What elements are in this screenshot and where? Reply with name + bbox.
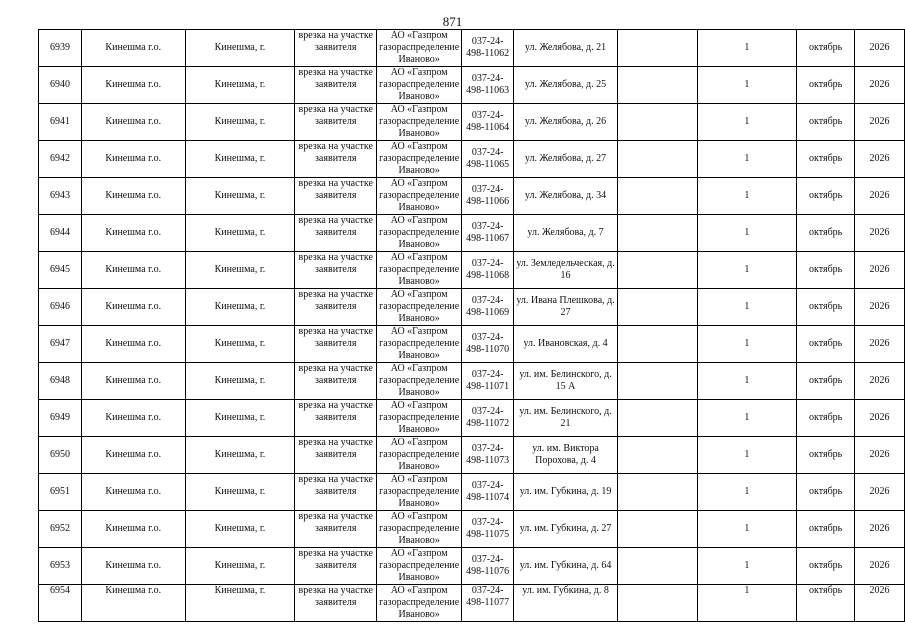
row-number-cell: 6939 (39, 30, 82, 67)
empty-cell (617, 289, 697, 326)
locality-cell: Кинешма, г. (185, 548, 295, 585)
quantity-cell: 1 (697, 363, 797, 400)
month-cell: октябрь (797, 585, 855, 622)
table-body (39, 30, 905, 622)
month-cell: октябрь (797, 437, 855, 474)
code-cell: 037-24-498-11071 (462, 363, 514, 400)
locality-cell: Кинешма, г. (185, 400, 295, 437)
district-cell: Кинешма г.о. (81, 215, 185, 252)
locality-cell: Кинешма, г. (185, 104, 295, 141)
address-cell: ул. Желябова, д. 26 (514, 104, 618, 141)
year-cell: 2026 (855, 511, 905, 548)
empty-cell (617, 400, 697, 437)
year-cell: 2026 (855, 178, 905, 215)
empty-cell (617, 30, 697, 67)
quantity-cell: 1 (697, 437, 797, 474)
row-number-cell: 6948 (39, 363, 82, 400)
table-row (39, 67, 905, 104)
row-number-cell: 6940 (39, 67, 82, 104)
empty-cell (617, 511, 697, 548)
empty-cell (617, 326, 697, 363)
district-cell: Кинешма г.о. (81, 326, 185, 363)
quantity-cell: 1 (697, 30, 797, 67)
month-cell: октябрь (797, 67, 855, 104)
month-cell: октябрь (797, 326, 855, 363)
address-cell: ул. им. Виктора Порохова, д. 4 (514, 437, 618, 474)
organization-cell: АО «Газпром газораспределение Иваново» (377, 141, 462, 178)
district-cell: Кинешма г.о. (81, 178, 185, 215)
row-number-cell: 6952 (39, 511, 82, 548)
district-cell: Кинешма г.о. (81, 363, 185, 400)
district-cell: Кинешма г.о. (81, 141, 185, 178)
table-row (39, 474, 905, 511)
year-cell: 2026 (855, 326, 905, 363)
work-type-cell: врезка на участке заявителя (295, 474, 377, 511)
work-type-cell: врезка на участке заявителя (295, 400, 377, 437)
year-cell: 2026 (855, 400, 905, 437)
year-cell: 2026 (855, 474, 905, 511)
row-number-cell: 6951 (39, 474, 82, 511)
quantity-cell: 1 (697, 178, 797, 215)
code-cell: 037-24-498-11065 (462, 141, 514, 178)
district-cell: Кинешма г.о. (81, 474, 185, 511)
month-cell: октябрь (797, 511, 855, 548)
work-type-cell: врезка на участке заявителя (295, 104, 377, 141)
table-row (39, 548, 905, 585)
organization-cell: АО «Газпром газораспределение Иваново» (377, 326, 462, 363)
organization-cell: АО «Газпром газораспределение Иваново» (377, 30, 462, 67)
month-cell: октябрь (797, 474, 855, 511)
quantity-cell: 1 (697, 548, 797, 585)
row-number-cell: 6945 (39, 252, 82, 289)
month-cell: октябрь (797, 252, 855, 289)
address-cell: ул. им. Губкина, д. 19 (514, 474, 618, 511)
month-cell: октябрь (797, 289, 855, 326)
work-type-cell: врезка на участке заявителя (295, 215, 377, 252)
table-row (39, 215, 905, 252)
locality-cell: Кинешма, г. (185, 30, 295, 67)
locality-cell: Кинешма, г. (185, 141, 295, 178)
work-type-cell: врезка на участке заявителя (295, 548, 377, 585)
address-cell: ул. им. Губкина, д. 64 (514, 548, 618, 585)
work-type-cell: врезка на участке заявителя (295, 289, 377, 326)
month-cell: октябрь (797, 548, 855, 585)
organization-cell: АО «Газпром газораспределение Иваново» (377, 252, 462, 289)
month-cell: октябрь (797, 400, 855, 437)
organization-cell: АО «Газпром газораспределение Иваново» (377, 511, 462, 548)
table-row (39, 289, 905, 326)
year-cell: 2026 (855, 252, 905, 289)
table-row (39, 141, 905, 178)
organization-cell: АО «Газпром газораспределение Иваново» (377, 548, 462, 585)
work-type-cell: врезка на участке заявителя (295, 585, 377, 622)
quantity-cell: 1 (697, 289, 797, 326)
empty-cell (617, 474, 697, 511)
locality-cell: Кинешма, г. (185, 474, 295, 511)
row-number-cell: 6943 (39, 178, 82, 215)
organization-cell: АО «Газпром газораспределение Иваново» (377, 363, 462, 400)
quantity-cell: 1 (697, 67, 797, 104)
row-number-cell: 6946 (39, 289, 82, 326)
quantity-cell: 1 (697, 400, 797, 437)
table-row (39, 511, 905, 548)
row-number-cell: 6953 (39, 548, 82, 585)
work-type-cell: врезка на участке заявителя (295, 141, 377, 178)
quantity-cell: 1 (697, 511, 797, 548)
address-cell: ул. Желябова, д. 27 (514, 141, 618, 178)
empty-cell (617, 548, 697, 585)
work-type-cell: врезка на участке заявителя (295, 178, 377, 215)
month-cell: октябрь (797, 178, 855, 215)
code-cell: 037-24-498-11066 (462, 178, 514, 215)
quantity-cell: 1 (697, 104, 797, 141)
year-cell: 2026 (855, 141, 905, 178)
district-cell: Кинешма г.о. (81, 30, 185, 67)
empty-cell (617, 141, 697, 178)
address-cell: ул. Желябова, д. 7 (514, 215, 618, 252)
district-cell: Кинешма г.о. (81, 104, 185, 141)
work-type-cell: врезка на участке заявителя (295, 363, 377, 400)
work-type-cell: врезка на участке заявителя (295, 30, 377, 67)
table-row (39, 585, 905, 622)
organization-cell: АО «Газпром газораспределение Иваново» (377, 104, 462, 141)
work-type-cell: врезка на участке заявителя (295, 252, 377, 289)
page-number: 871 (442, 14, 463, 29)
month-cell: октябрь (797, 141, 855, 178)
year-cell: 2026 (855, 104, 905, 141)
code-cell: 037-24-498-11072 (462, 400, 514, 437)
district-cell: Кинешма г.о. (81, 511, 185, 548)
locality-cell: Кинешма, г. (185, 585, 295, 622)
organization-cell: АО «Газпром газораспределение Иваново» (377, 585, 462, 622)
month-cell: октябрь (797, 30, 855, 67)
code-cell: 037-24-498-11068 (462, 252, 514, 289)
row-number-cell: 6950 (39, 437, 82, 474)
code-cell: 037-24-498-11070 (462, 326, 514, 363)
code-cell: 037-24-498-11074 (462, 474, 514, 511)
locality-cell: Кинешма, г. (185, 326, 295, 363)
address-cell: ул. им. Белинского, д. 21 (514, 400, 618, 437)
address-cell: ул. Ивановская, д. 4 (514, 326, 618, 363)
row-number-cell: 6942 (39, 141, 82, 178)
work-type-cell: врезка на участке заявителя (295, 67, 377, 104)
empty-cell (617, 178, 697, 215)
district-cell: Кинешма г.о. (81, 437, 185, 474)
work-type-cell: врезка на участке заявителя (295, 437, 377, 474)
district-cell: Кинешма г.о. (81, 585, 185, 622)
address-cell: ул. им. Губкина, д. 27 (514, 511, 618, 548)
locality-cell: Кинешма, г. (185, 289, 295, 326)
table-row (39, 363, 905, 400)
code-cell: 037-24-498-11073 (462, 437, 514, 474)
locality-cell: Кинешма, г. (185, 511, 295, 548)
quantity-cell: 1 (697, 474, 797, 511)
month-cell: октябрь (797, 104, 855, 141)
address-cell: ул. Земледельческая, д. 16 (514, 252, 618, 289)
table-row (39, 252, 905, 289)
table-row (39, 178, 905, 215)
year-cell: 2026 (855, 215, 905, 252)
locality-cell: Кинешма, г. (185, 363, 295, 400)
code-cell: 037-24-498-11075 (462, 511, 514, 548)
year-cell: 2026 (855, 585, 905, 622)
table-row (39, 400, 905, 437)
code-cell: 037-24-498-11076 (462, 548, 514, 585)
code-cell: 037-24-498-11077 (462, 585, 514, 622)
year-cell: 2026 (855, 363, 905, 400)
empty-cell (617, 67, 697, 104)
district-cell: Кинешма г.о. (81, 67, 185, 104)
district-cell: Кинешма г.о. (81, 548, 185, 585)
empty-cell (617, 437, 697, 474)
address-cell: ул. Ивана Плешкова, д. 27 (514, 289, 618, 326)
district-cell: Кинешма г.о. (81, 400, 185, 437)
table-row (39, 326, 905, 363)
table-row (39, 437, 905, 474)
year-cell: 2026 (855, 437, 905, 474)
row-number-cell: 6947 (39, 326, 82, 363)
work-type-cell: врезка на участке заявителя (295, 511, 377, 548)
empty-cell (617, 252, 697, 289)
code-cell: 037-24-498-11063 (462, 67, 514, 104)
district-cell: Кинешма г.о. (81, 289, 185, 326)
address-cell: ул. Желябова, д. 25 (514, 67, 618, 104)
empty-cell (617, 585, 697, 622)
year-cell: 2026 (855, 289, 905, 326)
quantity-cell: 1 (697, 215, 797, 252)
locality-cell: Кинешма, г. (185, 437, 295, 474)
quantity-cell: 1 (697, 326, 797, 363)
quantity-cell: 1 (697, 585, 797, 622)
row-number-cell: 6954 (39, 585, 82, 622)
code-cell: 037-24-498-11067 (462, 215, 514, 252)
quantity-cell: 1 (697, 141, 797, 178)
address-cell: ул. Желябова, д. 34 (514, 178, 618, 215)
quantity-cell: 1 (697, 252, 797, 289)
address-cell: ул. Желябова, д. 21 (514, 30, 618, 67)
year-cell: 2026 (855, 67, 905, 104)
row-number-cell: 6941 (39, 104, 82, 141)
empty-cell (617, 215, 697, 252)
organization-cell: АО «Газпром газораспределение Иваново» (377, 400, 462, 437)
locality-cell: Кинешма, г. (185, 67, 295, 104)
organization-cell: АО «Газпром газораспределение Иваново» (377, 474, 462, 511)
row-number-cell: 6949 (39, 400, 82, 437)
gasification-table (38, 29, 905, 622)
code-cell: 037-24-498-11069 (462, 289, 514, 326)
organization-cell: АО «Газпром газораспределение Иваново» (377, 67, 462, 104)
year-cell: 2026 (855, 30, 905, 67)
organization-cell: АО «Газпром газораспределение Иваново» (377, 178, 462, 215)
district-cell: Кинешма г.о. (81, 252, 185, 289)
locality-cell: Кинешма, г. (185, 215, 295, 252)
code-cell: 037-24-498-11064 (462, 104, 514, 141)
year-cell: 2026 (855, 548, 905, 585)
code-cell: 037-24-498-11062 (462, 30, 514, 67)
row-number-cell: 6944 (39, 215, 82, 252)
organization-cell: АО «Газпром газораспределение Иваново» (377, 437, 462, 474)
table-row (39, 104, 905, 141)
work-type-cell: врезка на участке заявителя (295, 326, 377, 363)
table-row (39, 30, 905, 67)
month-cell: октябрь (797, 215, 855, 252)
locality-cell: Кинешма, г. (185, 178, 295, 215)
locality-cell: Кинешма, г. (185, 252, 295, 289)
address-cell: ул. им. Губкина, д. 8 (514, 585, 618, 622)
empty-cell (617, 363, 697, 400)
month-cell: октябрь (797, 363, 855, 400)
organization-cell: АО «Газпром газораспределение Иваново» (377, 215, 462, 252)
organization-cell: АО «Газпром газораспределение Иваново» (377, 289, 462, 326)
address-cell: ул. им. Белинского, д. 15 А (514, 363, 618, 400)
empty-cell (617, 104, 697, 141)
